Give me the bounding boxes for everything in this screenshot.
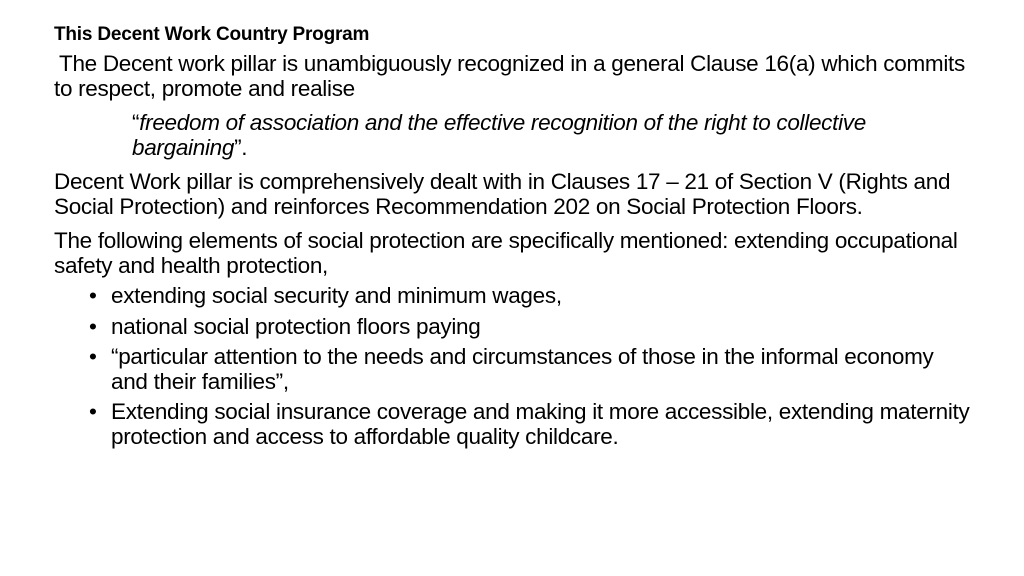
list-item-text: Extending social insurance coverage and making it more accessible, extending maternity protection and access to affordable quality childcare. bbox=[111, 399, 970, 449]
quoted-clause bbox=[132, 111, 974, 160]
quote-open-mark: “ bbox=[132, 110, 140, 135]
slide-content bbox=[54, 22, 974, 455]
intro-paragraph: The Decent work pillar is unambiguously recognized in a general Clause 16(a) which commits to respect, promote and realise bbox=[54, 51, 965, 101]
elements-paragraph: The following elements of social protection are specifically mentioned: extending occupational safety and health protection, bbox=[54, 228, 958, 278]
list-item-text: national social protection floors paying bbox=[111, 313, 481, 339]
quote-text: freedom of association and the effective recognition of the right to collective bargaining bbox=[132, 110, 866, 160]
list-item bbox=[54, 284, 974, 309]
list-item bbox=[54, 315, 974, 340]
quote-close-mark: ”. bbox=[234, 134, 248, 160]
list-item bbox=[54, 345, 974, 394]
bullet-icon: • bbox=[89, 399, 97, 424]
list-item-text: “particular attention to the needs and circumstances of those in the informal economy and their families”, bbox=[111, 344, 934, 394]
bullet-list bbox=[54, 284, 974, 449]
slide-title: This Decent Work Country Program bbox=[54, 24, 370, 45]
clauses-paragraph: Decent Work pillar is comprehensively dealt with in Clauses 17 – 21 of Section V (Rights and Social Protection) and reinforces Recommendation 202 on Social Protection Floors. bbox=[54, 169, 951, 219]
list-item-text: extending social security and minimum wages, bbox=[111, 283, 562, 308]
bullet-icon: • bbox=[89, 344, 97, 369]
list-item bbox=[54, 400, 974, 449]
bullet-icon: • bbox=[89, 283, 97, 308]
bullet-icon: • bbox=[89, 313, 97, 339]
